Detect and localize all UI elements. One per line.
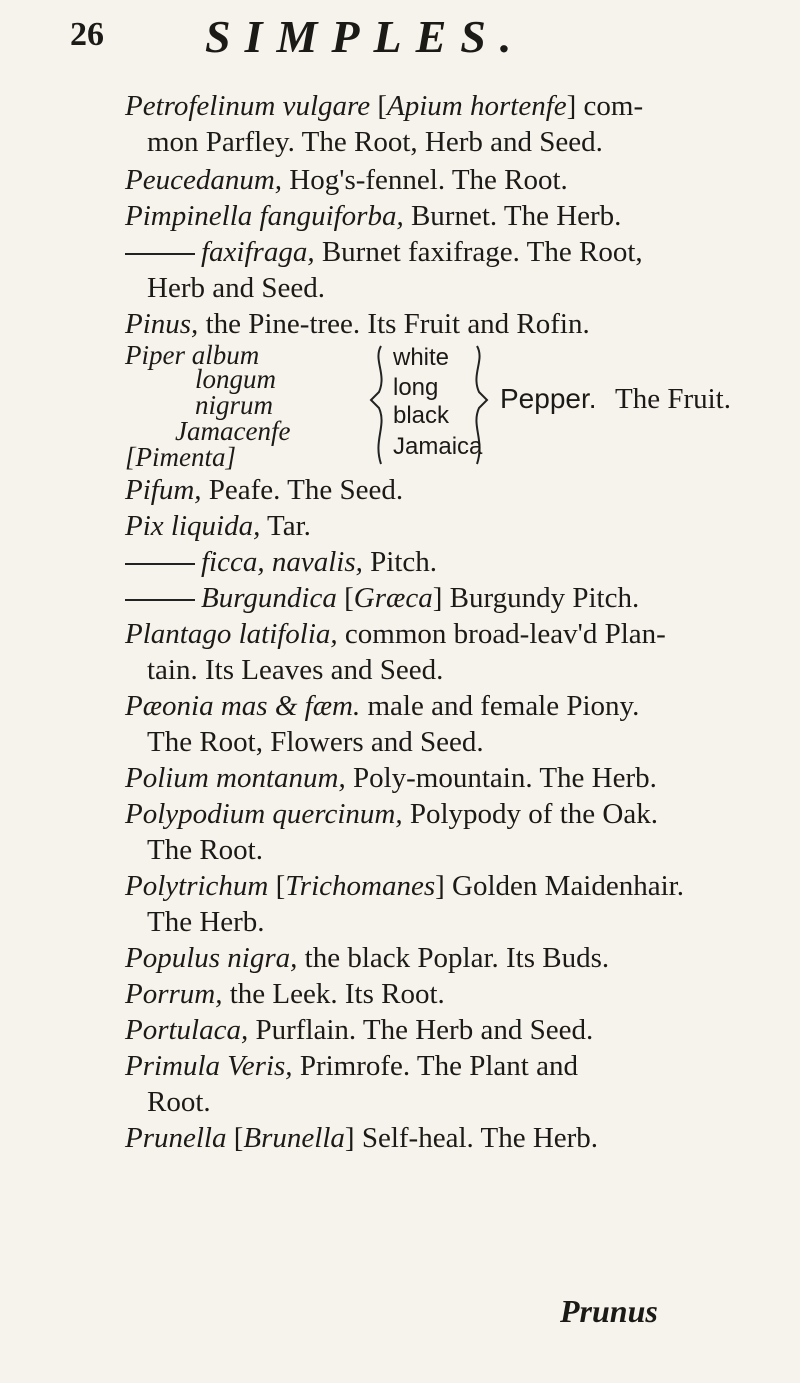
pepper-english-jamaica: Jamaica: [393, 433, 483, 460]
entry-primula: Primula Veris, Primrofe. The Plant and Root.: [125, 1050, 578, 1118]
page-number: 26: [70, 16, 104, 53]
running-title: SIMPLES.: [205, 11, 526, 62]
catchword: Prunus: [560, 1293, 658, 1329]
entry-pimpinella: Pimpinella fanguiforba, Burnet. The Herb.: [125, 200, 622, 232]
pepper-word: Pepper.: [500, 383, 597, 414]
pepper-english-long: long: [393, 374, 439, 401]
entry-pifum: Pifum, Peafe. The Seed.: [125, 474, 404, 506]
entry-peucedanum: Peucedanum, Hog's-fennel. The Root.: [125, 164, 568, 196]
pepper-latin-jamacenfe: Jamacenfe: [175, 416, 291, 446]
entry-pinus: Pinus, the Pine-tree. Its Fruit and Rofin.: [125, 308, 590, 340]
pepper-english-black: black: [393, 402, 450, 429]
entry-populus: Populus nigra, the black Poplar. Its Buds.: [125, 942, 610, 974]
entry-paeonia: Pæonia mas & fæm. male and female Piony. The Root, Flowers and Seed.: [125, 690, 640, 758]
pepper-latin-pimenta: [Pimenta]: [125, 442, 236, 472]
pepper-latin-nigrum: nigrum: [195, 390, 274, 420]
entry-plantago: Plantago latifolia, common broad-leav'd Plan- tain. Its Leaves and Seed.: [125, 618, 666, 686]
entry-polium: Polium montanum, Poly-mountain. The Herb.: [125, 762, 657, 794]
entry-porrum: Porrum, the Leek. Its Root.: [125, 978, 445, 1010]
entry-petrofelinum: Petrofelinum vulgare [Apium hortenfe] com- mon Parfley. The Root, Herb and Seed.: [125, 90, 644, 158]
entry-portulaca: Portulaca, Purflain. The Herb and Seed.: [125, 1014, 594, 1046]
entry-pix-ficca: ficca, navalis, Pitch.: [125, 544, 775, 580]
entry-polypodium: Polypodium quercinum, Polypody of the Oak. The Root.: [125, 798, 658, 866]
ditto-dash: [125, 563, 195, 565]
page-header: [70, 10, 770, 74]
pepper-part: The Fruit.: [615, 383, 731, 415]
pepper-english-white: white: [393, 344, 450, 371]
ditto-dash: [125, 599, 195, 601]
entry-pix-burgundica: Burgundica [Græca] Burgundy Pitch.: [125, 580, 775, 616]
pepper-latin-album: Piper album: [125, 340, 260, 370]
pepper-latin-longum: longum: [195, 364, 276, 394]
entry-prunella: Prunella [Brunella] Self-heal. The Herb.: [125, 1122, 599, 1154]
entry-polytrichum: Polytrichum [Trichomanes] Golden Maidenhair. The Herb.: [125, 870, 684, 938]
entry-pix-liquida: Pix liquida, Tar.: [125, 510, 311, 542]
ditto-dash: [125, 253, 195, 255]
entry-faxifraga: faxifraga, Burnet faxifrage. The Root, Herb and Seed.: [125, 234, 775, 306]
pepper-bracket-block: [125, 340, 785, 470]
